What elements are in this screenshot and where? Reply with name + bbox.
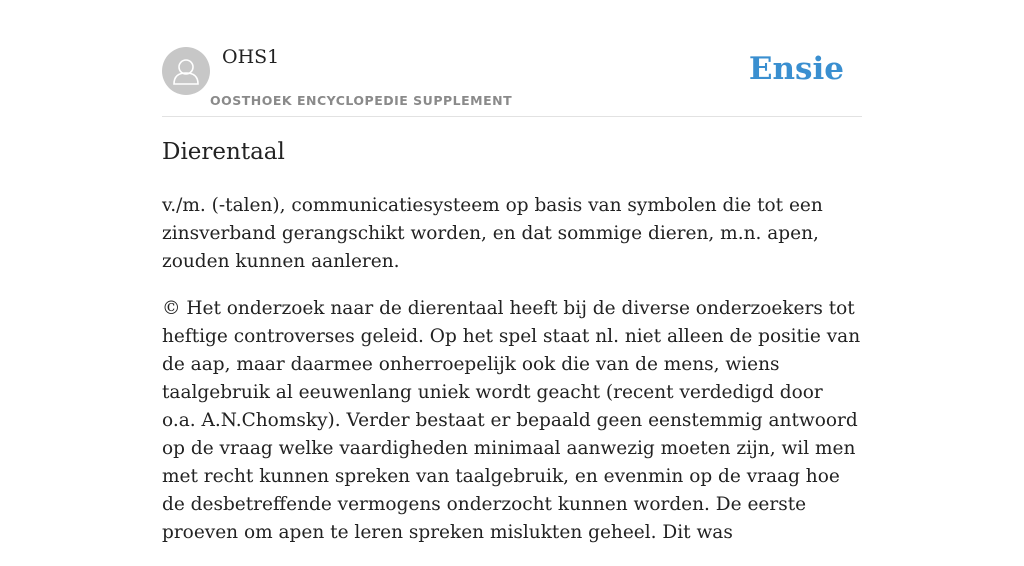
user-name[interactable]: OHS1 <box>222 46 280 68</box>
user-silhouette-icon <box>162 47 210 95</box>
header <box>162 0 862 117</box>
article-body <box>162 192 862 566</box>
body-paragraph: © Het onderzoek naar de dierentaal heeft bij de diverse onderzoekers tot heftige controverses geleid. Op het spel staat nl. niet alleen de positie van de aap, maar daarmee onherroepelijk ook die van de mens, wiens taalgebruik al eeuwenlang uniek wordt geacht (recent verdedigd door o.a. A.N.Chomsky). Verder bestaat er bepaald geen eenstemmig antwoord op de vraag welke vaardigheden minimaal aanwezig moeten zijn, wil men met recht kunnen spreken van taalgebruik, en evenmin op de vraag hoe de desbetreffende vermogens onderzocht kunnen worden. De eerste proeven om apen te leren spreken mislukten geheel. Dit was <box>162 298 861 543</box>
source-subtitle[interactable]: OOSTHOEK ENCYCLOPEDIE SUPPLEMENT <box>210 93 513 108</box>
ensie-logo[interactable]: Ensie <box>748 51 844 87</box>
definition-paragraph: v./m. (-talen), communicatiesysteem op basis van symbolen die tot een zinsverband gerangschikt worden, en dat sommige dieren, m.n. apen, zouden kunnen aanleren. <box>162 195 823 272</box>
page-title: Dierentaal <box>162 139 285 165</box>
avatar[interactable] <box>162 47 210 95</box>
